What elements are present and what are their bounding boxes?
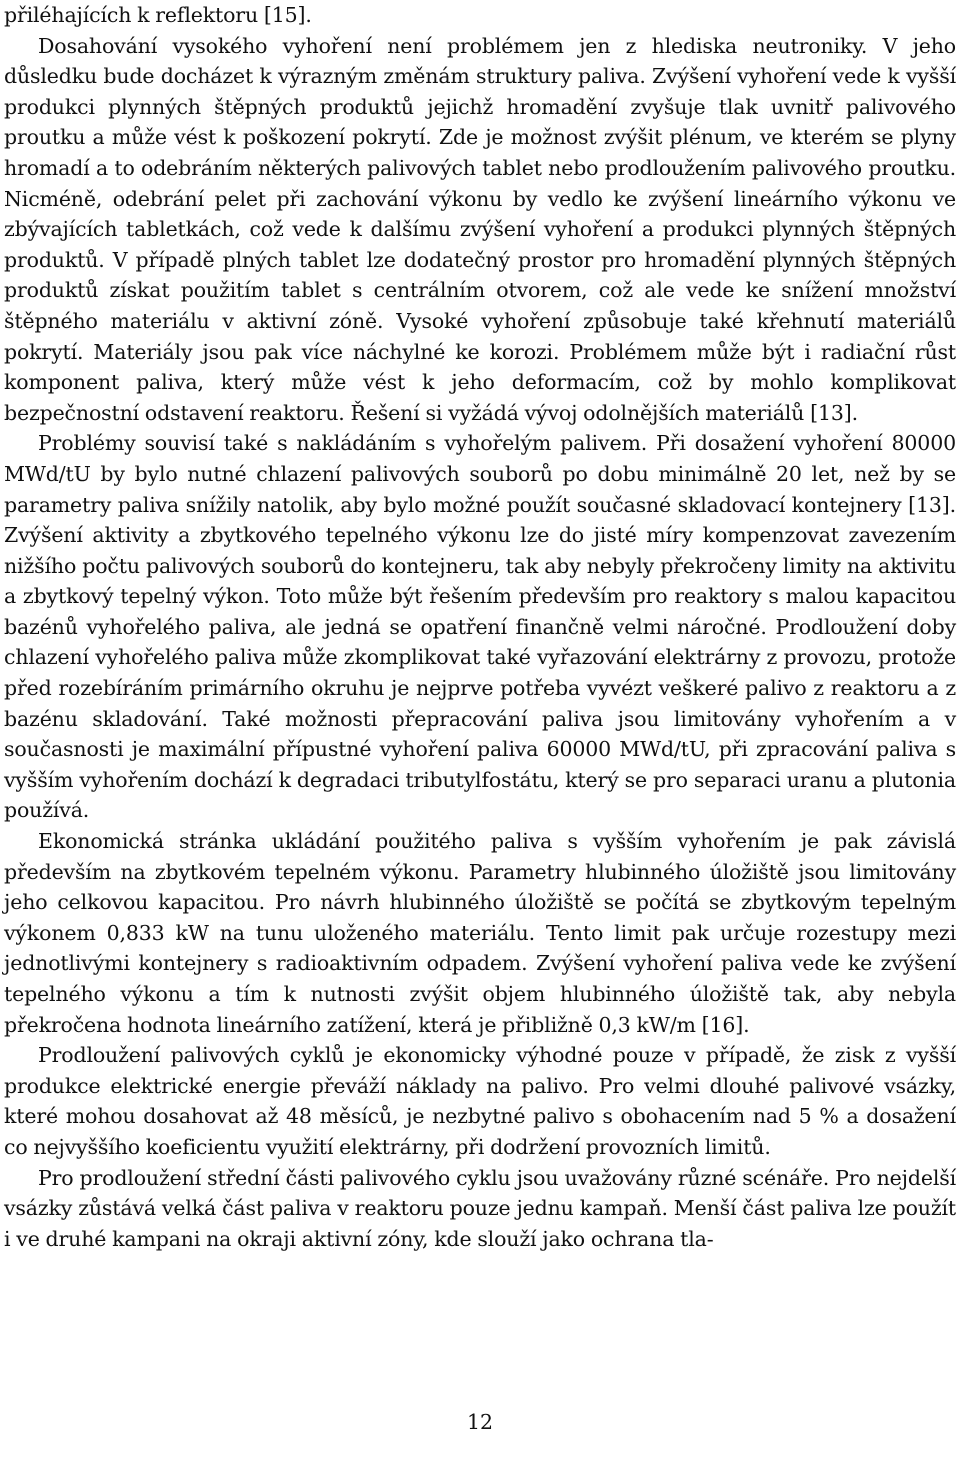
- paragraph-scenarios: Pro prodloužení střední části palivového cyklu jsou uvažovány různé scénáře. Pro nejdelší vsázky zůstává velká část paliva v reaktoru pouze jednu kampaň. Menší část paliva lze použít i ve druhé kampani na okraji aktivní zóny, kde slouží jako ochrana tla-: [4, 1165, 956, 1251]
- paragraph-continuation: přiléhajících k reflektoru [15].: [4, 3, 312, 27]
- page-number: 12: [466, 1410, 494, 1434]
- paragraph-economics: Ekonomická stránka ukládání použitého paliva s vyšším vyhořením je pak závislá především na zbytkovém tepelném výkonu. Parametry hlubinného úložiště jsou limitovány jeho celkovou kapacitou. Pro návrh hlubinného úložiště se počítá se zbytkovým tepelným výkonem 0,833 kW na tunu uloženého materiálu. Tento limit pak určuje rozestupy mezi jednotlivými kontejnery s radioaktivním odpadem. Zvýšení vyhoření paliva vede ke zvýšení tepelného výkonu a tím k nutnosti zvýšit objem hlubinného úložiště tak, aby nebyla překročena hodnota lineárního zatížení, která je přibližně 0,3 kW/m [16].: [4, 829, 956, 1037]
- paragraph-neutronics: Dosahování vysokého vyhoření není problémem jen z hlediska neutroniky. V jeho důsledku bude docházet k výrazným změnám struktury paliva. Zvýšení vyhoření vede k vyšší produkci plynných štěpných produktů jejichž hromadění zvyšuje tlak uvnitř palivového proutku a může vést k poškození pokrytí. Zde je možnost zvýšit plénum, ve kterém se plyny hromadí a to odebráním některých palivových tablet nebo prodloužením palivového proutku. Nicméně, odebrání pelet při zachování výkonu by vedlo ke zvýšení lineárního výkonu ve zbývajících tabletkách, což vede k dalšímu zvýšení vyhoření a produkci plynných štěpných produktů. V případě plných tablet lze dodatečný prostor pro hromadění plynných štěpných produktů získat použitím tablet s centrálním otvorem, což ale vede ke snížení množství štěpného materiálu v aktivní zóně. Vysoké vyhoření způsobuje také křehnutí materiálů pokrytí. Materiály jsou pak více náchylné ke korozi. Problémem může být i radiační růst komponent paliva, který může vést k jeho deformacím, což by mohlo komplikovat bezpečnostní odstavení reaktoru. Řešení si vyžádá vývoj odolnějších materiálů [13].: [4, 33, 956, 425]
- paragraph-fuel-cycles: Prodloužení palivových cyklů je ekonomicky výhodné pouze v případě, že zisk z vyšší produkce elektrické energie převáží náklady na palivo. Pro velmi dlouhé palivové vsázky, které mohou dosahovat až 48 měsíců, je nezbytné palivo s obohacením nad 5 % a dosažení co nejvyššího koeficientu využití elektrárny, při dodržení provozních limitů.: [4, 1043, 956, 1159]
- document-page: [4, 0, 956, 1254]
- paragraph-spent-fuel: Problémy souvisí také s nakládáním s vyhořelým palivem. Při dosažení vyhoření 80000 MWd/tU by bylo nutné chlazení palivových souborů po dobu minimálně 20 let, než by se parametry paliva snížily natolik, aby bylo možné použít současné skladovací kontejnery [13]. Zvýšení aktivity a zbytkového tepelného výkonu lze do jisté míry kompenzovat zavezením nižšího počtu palivových souborů do kontejneru, tak aby nebyly překročeny limity na aktivitu a zbytkový tepelný výkon. Toto může být řešením především pro reaktory s malou kapacitou bazénů vyhořelého paliva, ale jedná se opatření finančně velmi náročné. Prodloužení doby chlazení vyhořelého paliva může zkomplikovat také vyřazování elektrárny z provozu, protože před rozebíráním primárního okruhu je nejprve potřeba vyvézt veškeré palivo z reaktoru a z bazénu skladování. Také možnosti přepracování paliva jsou limitovány vyhořením a v současnosti je maximální přípustné vyhoření paliva 60000 MWd/tU, při zpracování paliva s vyšším vyhořením dochází k degradaci tributylfostátu, který se pro separaci uranu a plutonia používá.: [4, 431, 956, 823]
